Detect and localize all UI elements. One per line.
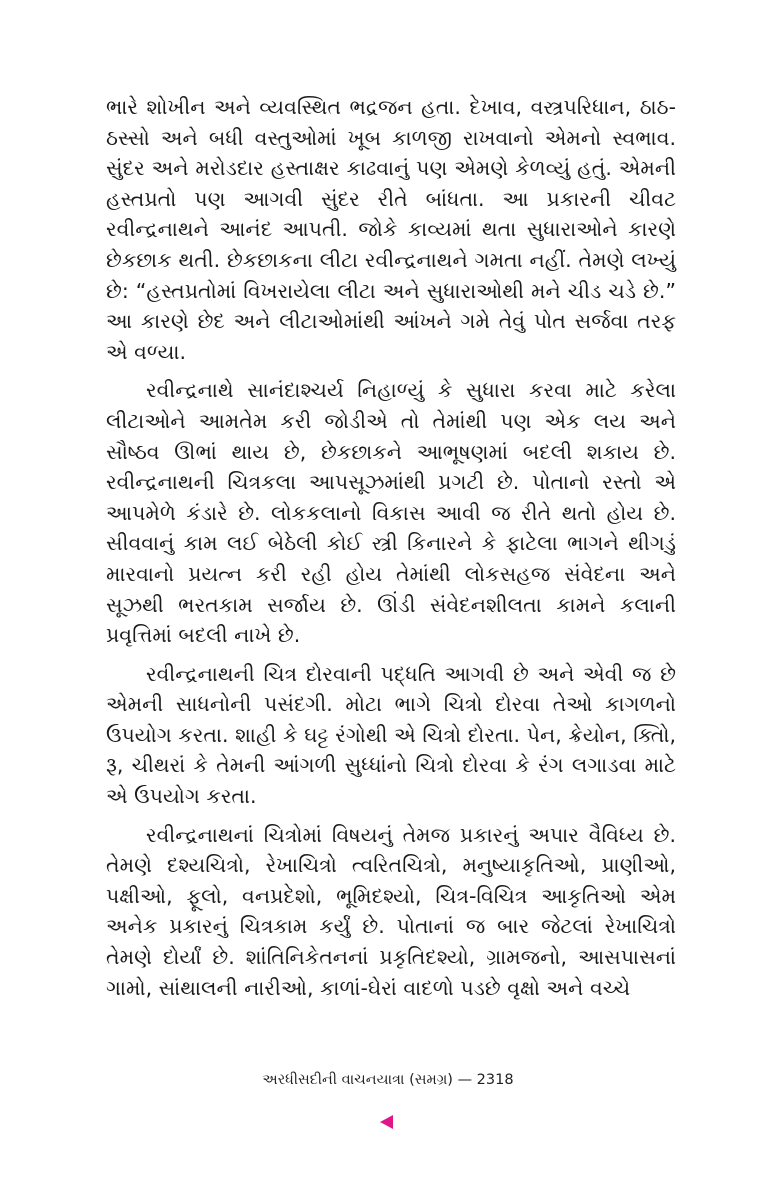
- paragraph-4: રવીન્દ્રનાથનાં ચિત્રોમાં વિષયનું તેમજ પ્રકારનું અપાર વૈવિધ્ય છે. તેમણે દશ્યચિત્રો, રેખાચિત્રો ત્વરિતચિત્રો, મનુષ્યાકૃતિઓ, પ્રાણીઓ, પક્ષીઓ, ફૂલો, વનપ્રદેશો, ભૂમિદશ્યો, ચિત્ર-વિચિત્ર આકૃતિઓ એમ અનેક પ્રકારનું ચિત્રકામ કર્યું છે. પોતાનાં જ બાર જેટલાં રેખાચિત્રો તેમણે દોર્યાં છે. શાંતિનિકેતનનાં પ્રકૃતિદશ્યો, ગ્રામજનો, આસપાસનાં ગામો, સાંથાલની નારીઓ, કાળાં-ઘેરાં વાદળો પડછે વૃક્ષો અને વચ્ચે: [106, 822, 676, 1000]
- page-footer: અરધીસદીની વાચનયાત્રા (સમગ્ર) — 2318: [262, 1072, 514, 1088]
- paragraph-2: રવીન્દ્રનાથે સાનંદાશ્ચર્ય નિહાળ્યું કે સુધારા કરવા માટે કરેલા લીટાઓને આમતેમ કરી જોડીએ તો તેમાંથી પણ એક લય અને સૌષ્ઠવ ઊભાં થાય છે, છેકછાકને આભૂષણમાં બદલી શકાય છે. રવીન્દ્રનાથની ચિત્રકલા આપસૂઝમાંથી પ્રગટી છે. પોતાનો રસ્તો એ આપમેળે કંડારે છે. લોકકલાનો વિકાસ આવી જ રીતે થતો હોય છે. સીવવાનું કામ લઈ બેઠેલી કોઈ સ્ત્રી કિનારને કે ફાટેલા ભાગને થીગડું મારવાનો પ્રયત્ન કરી રહી હોય તેમાંથી લોકસહજ સંવેદના અને સૂઝથી ભરતકામ સર્જાય છે. ઊંડી સંવેદનશીલતા કામને કલાની પ્રવૃત્તિમાં બદલી નાખે છે.: [106, 378, 676, 648]
- paragraph-1: ભારે શોખીન અને વ્યવસ્થિત ભદ્રજન હતા. દેખાવ, વસ્ત્રપરિધાન, ઠાઠ-ઠસ્સો અને બધી વસ્તુઓમાં ખૂબ કાળજી રાખવાનો એમનો સ્વભાવ. સુંદર અને મરોડદાર હસ્તાક્ષર કાઢવાનું પણ એમણે કેળવ્યું હતું. એમની હસ્તપ્રતો પણ આગવી સુંદર રીતે બાંધતા. આ પ્રકારની ચીવટ રવીન્દ્રનાથને આનંદ આપતી. જોકે કાવ્યમાં થતા સુધારાઓને કારણે છેકછાક થતી. છેકછાકના લીટા રવીન્દ્રનાથને ગમતા નહીં. તેમણે લખ્યું છે: “હસ્તપ્રતોમાં વિખરાયેલા લીટા અને સુધારાઓથી મને ચીડ ચડે છે.” આ કારણે છેદ અને લીટાઓમાંથી આંખને ગમે તેવું પોત સર્જવા તરફ એ વળ્યા.: [106, 95, 676, 364]
- previous-page-icon[interactable]: [380, 1115, 393, 1129]
- page-body: [106, 92, 676, 1003]
- paragraph-3: રવીન્દ્રનાથની ચિત્ર દોરવાની પદ્ધતિ આગવી છે અને એવી જ છે એમની સાધનોની પસંદગી. મોટા ભાગે ચિત્રો દોરવા તેઓ કાગળનો ઉપયોગ કરતા. શાહી કે ઘટ્ટ રંગોથી એ ચિત્રો દોરતા. પેન, ક્રેયોન, ક્તિો, રૂ, ચીથરાં કે તેમની આંગળી સુધ્ધાંનો ચિત્રો દોરવા કે રંગ લગાડવા માટે એ ઉપયોગ કરતા.: [106, 661, 676, 809]
